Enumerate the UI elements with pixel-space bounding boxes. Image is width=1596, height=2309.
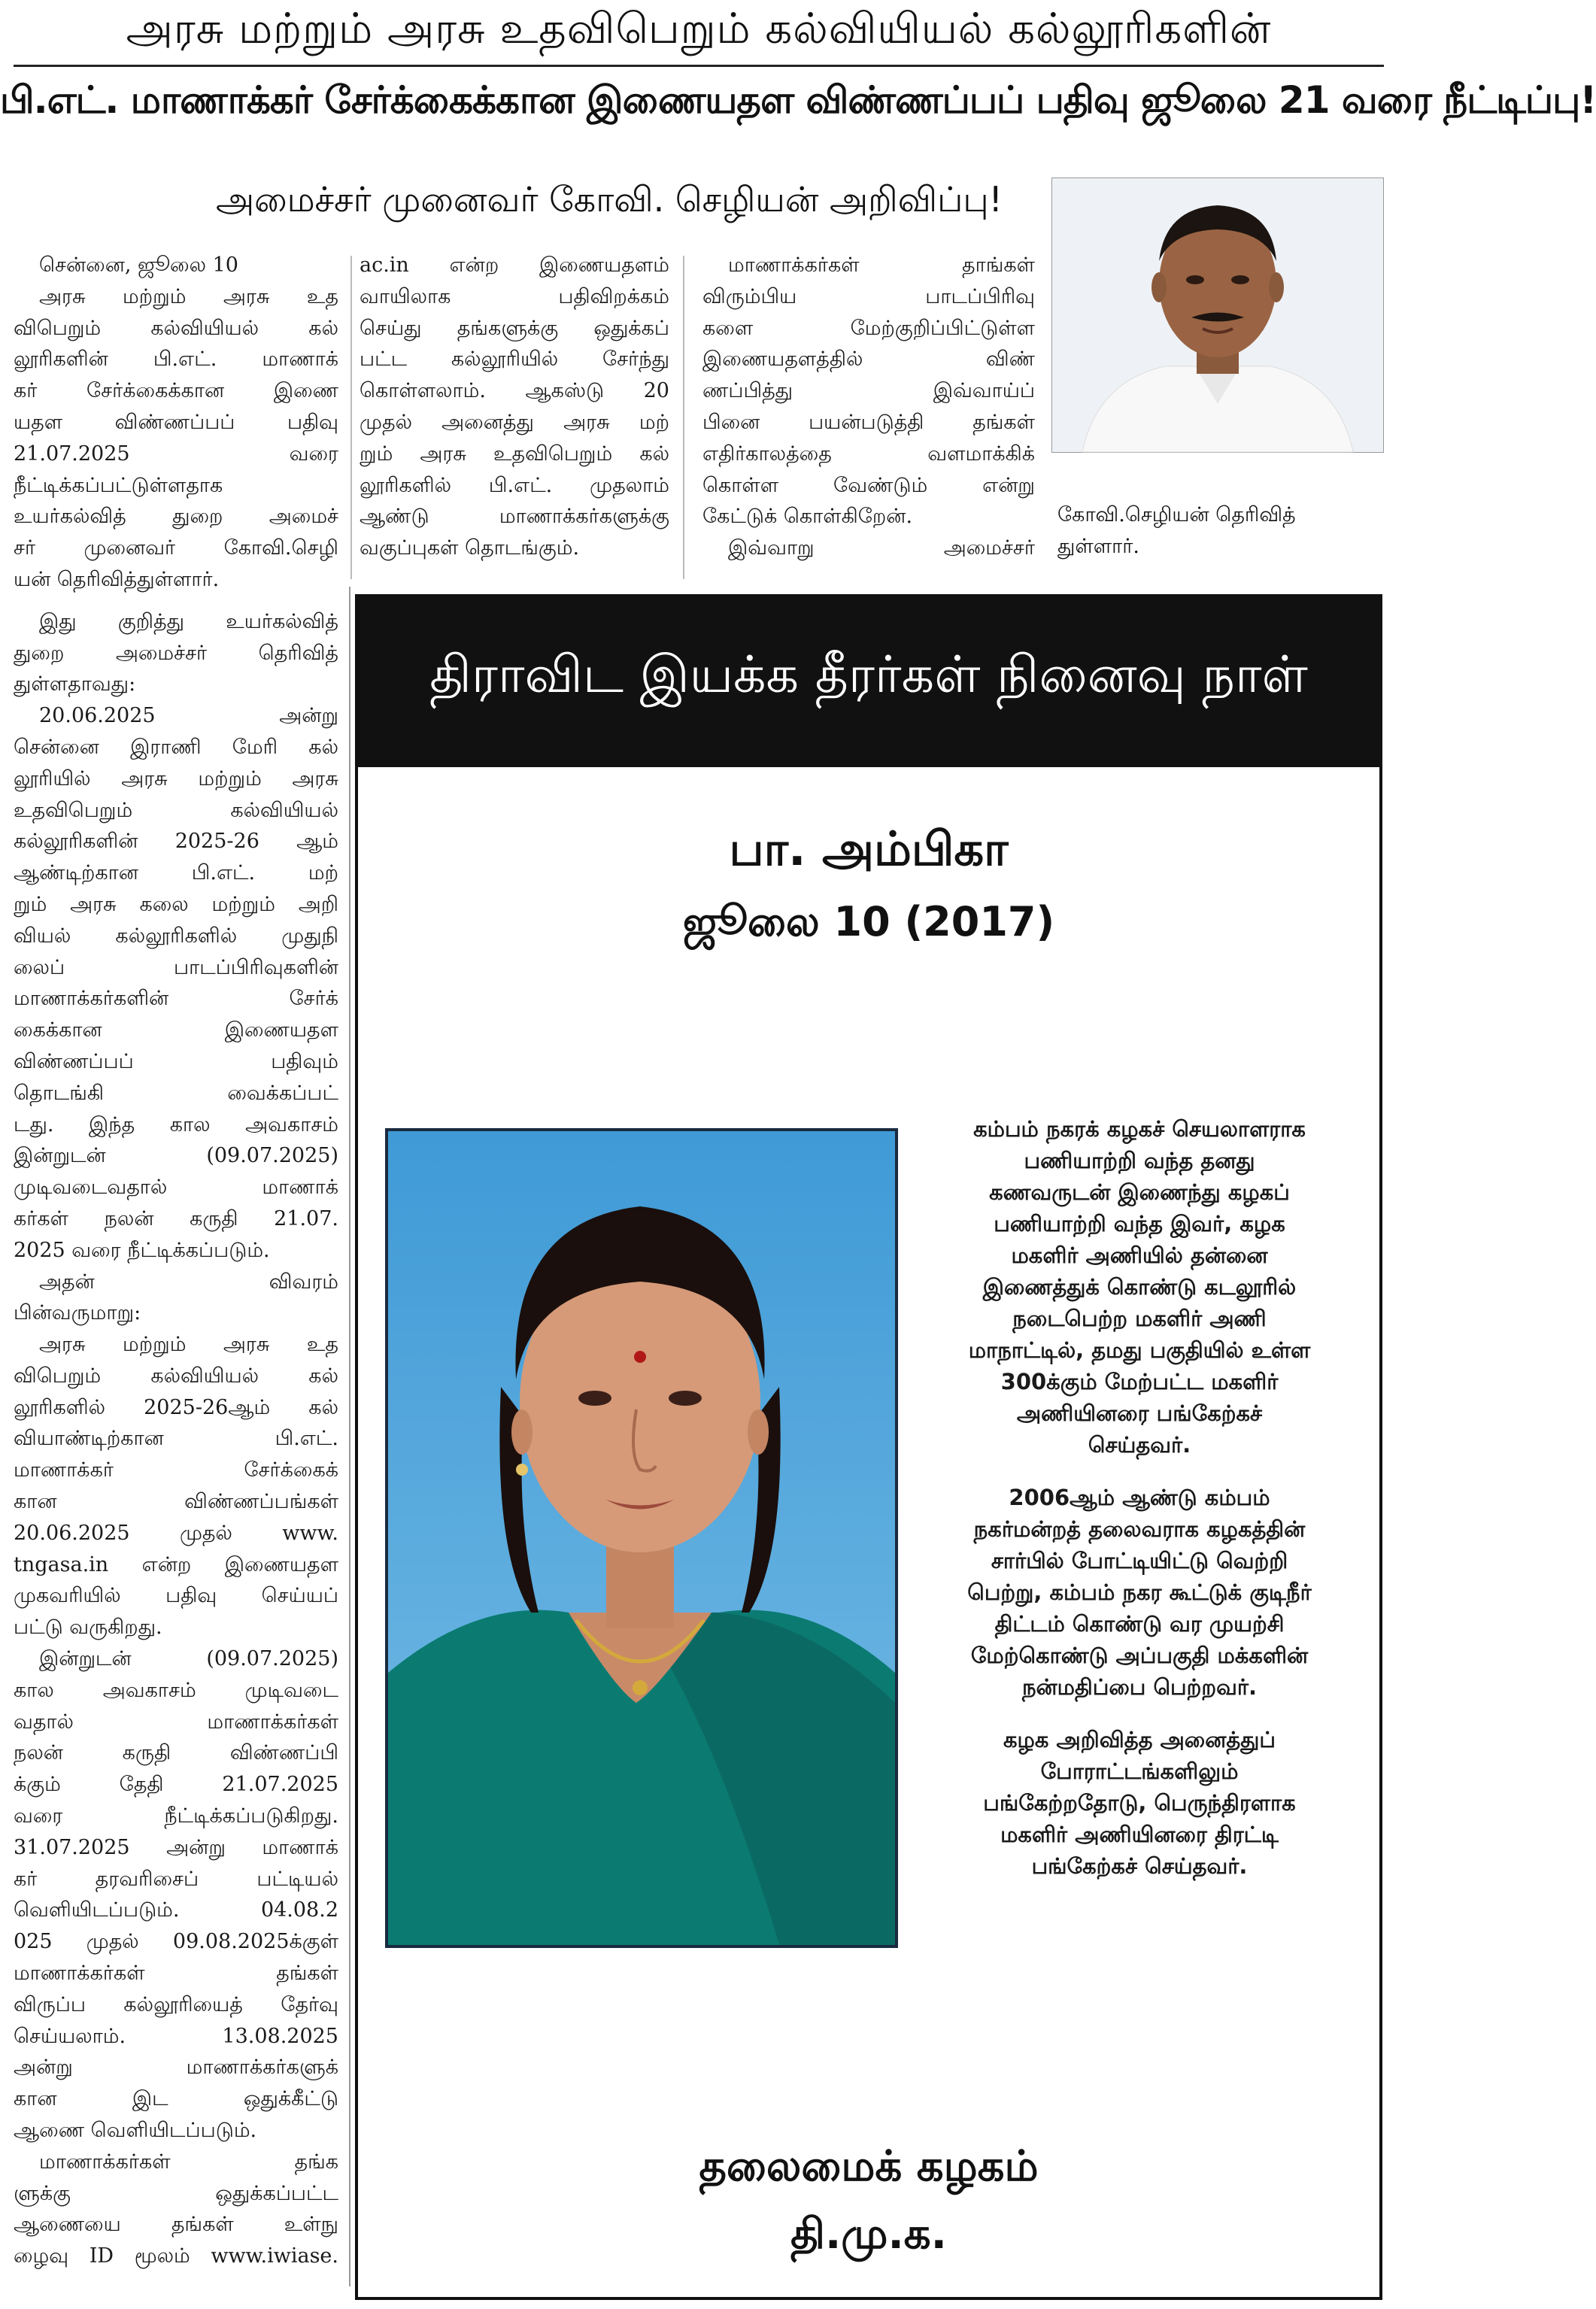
article-line: தொடங்கி வைக்கப்பட் bbox=[14, 1081, 338, 1105]
article-line: சென்னை, ஜூலை 10 bbox=[39, 253, 238, 277]
article-line: முடிவடைவதால் மாணாக் bbox=[14, 1176, 338, 1200]
article-line: துள்ளதாவது: bbox=[14, 672, 136, 696]
article-line: முதல் அனைத்து அரசு மற் bbox=[360, 410, 669, 434]
bio-line: பணியாற்றி வந்த இவர், கழக bbox=[994, 1211, 1285, 1236]
memorial-date: ஜூலை 10 (2017) bbox=[682, 898, 1055, 945]
article-line: முகவரியில் பதிவு செய்யப் bbox=[14, 1584, 338, 1608]
article-line: பட்டு வருகிறது. bbox=[14, 1616, 162, 1640]
article-line: வரை நீட்டிக்கப்படுகிறது. bbox=[14, 1804, 338, 1828]
article-line: இன்றுடன் (09.07.2025) bbox=[39, 1647, 338, 1671]
bio-line: அணியினரை பங்கேற்கச் bbox=[1016, 1400, 1263, 1426]
article-line: ளுக்கு ஒதுக்கப்பட்ட bbox=[14, 2181, 338, 2205]
article-line: ழைவு ID மூலம் www.iwiase. bbox=[14, 2244, 338, 2268]
bio-line: மாநாட்டில், தமது பகுதியில் உள்ள bbox=[968, 1337, 1311, 1363]
memorial-biography bbox=[918, 1113, 1361, 1903]
bio-paragraph bbox=[918, 1482, 1361, 1703]
article-line: இணையதளத்தில் விண் bbox=[702, 347, 1035, 372]
article-line: உயர்கல்வித் துறை அமைச் bbox=[14, 505, 338, 529]
article-line: கான விண்ணப்பங்கள் bbox=[14, 1490, 338, 1514]
article-line: பட்ட கல்லூரியில் சேர்ந்து bbox=[360, 347, 669, 372]
article-line: லூரிகளில் பி.எட். முதலாம் bbox=[360, 473, 669, 497]
bio-line: இணைத்துக் கொண்டு கடலூரில் bbox=[982, 1274, 1297, 1300]
article-line: ஆண்டு மாணாக்கர்களுக்கு bbox=[360, 505, 669, 529]
article-line: ஆணை வெளியிடப்படும். bbox=[14, 2119, 257, 2143]
article-line: செய்யலாம். 13.08.2025 bbox=[14, 2024, 338, 2048]
bio-line: சார்பில் போட்டியிட்டு வெற்றி bbox=[991, 1548, 1288, 1573]
article-line: கால அவகாசம் முடிவடை bbox=[14, 1678, 338, 1702]
minister-photo bbox=[1051, 177, 1384, 453]
bio-line: பெற்று, கம்பம் நகர கூட்டுக் குடிநீர் bbox=[967, 1579, 1312, 1605]
article-line: அதன் விவரம் bbox=[39, 1270, 338, 1294]
article-line: 025 முதல் 09.08.2025க்குள் bbox=[14, 1930, 338, 1954]
bio-line: நகர்மன்றத் தலைவராக கழகத்தின் bbox=[973, 1516, 1306, 1542]
article-line: கல்லூரிகளின் 2025-26 ஆம் bbox=[14, 830, 338, 854]
caption-line: துள்ளார். bbox=[1057, 534, 1139, 558]
article-line: ணப்பித்து இவ்வாய்ப் bbox=[702, 379, 1035, 403]
article-column-2 bbox=[360, 250, 669, 564]
article-line: கர்கள் நலன் கருதி 21.07. bbox=[14, 1206, 338, 1230]
bio-line: திட்டம் கொண்டு வர முயற்சி bbox=[994, 1611, 1285, 1637]
article-line: அரசு மற்றும் அரசு உத bbox=[39, 1333, 338, 1357]
memorial-person-name: பா. அம்பிகா bbox=[729, 821, 1009, 876]
article-line: பினை பயன்படுத்தி தங்கள் bbox=[702, 410, 1035, 434]
subheadline: அமைச்சர் முனைவர் கோவி. செழியன் அறிவிப்பு! bbox=[215, 179, 1003, 220]
bio-paragraph bbox=[918, 1724, 1361, 1882]
article-line: களை மேற்குறிப்பிட்டுள்ள bbox=[702, 316, 1035, 340]
bio-line: செய்தவர். bbox=[1088, 1432, 1191, 1458]
article-line: 20.06.2025 முதல் www. bbox=[14, 1521, 338, 1545]
article-line: டது. இந்த கால அவகாசம் bbox=[14, 1112, 338, 1136]
article-line: அரசு மற்றும் அரசு உத bbox=[39, 284, 338, 308]
article-line: லூரிகளில் 2025-26ஆம் கல் bbox=[14, 1395, 338, 1419]
article-line: விரும்பிய பாடப்பிரிவு bbox=[702, 284, 1035, 308]
article-line: மாணாக்கர்களின் சேர்க் bbox=[14, 987, 338, 1011]
article-column-3 bbox=[702, 250, 1035, 564]
memorial-banner-title: திராவிட இயக்க தீரர்கள் நினைவு நாள் bbox=[429, 645, 1308, 705]
article-line: அன்று மாணாக்கர்களுக் bbox=[14, 2056, 338, 2080]
article-line: விபெறும் கல்வியியல் கல் bbox=[14, 1364, 338, 1388]
article-line: இன்றுடன் (09.07.2025) bbox=[14, 1144, 338, 1168]
article-line: வதால் மாணாக்கர்கள் bbox=[14, 1710, 338, 1734]
article-line: கர் சேர்க்கைக்கான இணை bbox=[14, 379, 338, 403]
article-line: வகுப்புகள் தொடங்கும். bbox=[360, 536, 580, 560]
article-line: சென்னை இராணி மேரி கல் bbox=[14, 735, 338, 759]
bio-line: மேற்கொண்டு அப்பகுதி மக்களின் bbox=[970, 1643, 1309, 1668]
article-line: விபெறும் கல்வியியல் கல் bbox=[14, 316, 338, 340]
bio-line: மகளிர் அணியினரை திரட்டி bbox=[1000, 1822, 1279, 1847]
article-line: வாயிலாக பதிவிறக்கம் bbox=[360, 284, 669, 308]
article-line: 31.07.2025 அன்று மாணாக் bbox=[14, 1835, 338, 1859]
bio-line: பணியாற்றி வந்த தனது bbox=[1024, 1148, 1255, 1173]
article-line: 21.07.2025 வரை bbox=[14, 441, 338, 466]
bio-paragraph bbox=[918, 1113, 1361, 1461]
article-line: ஆணையை தங்கள் உள்நு bbox=[14, 2213, 338, 2237]
article-line: மாணாக்கர் சேர்க்கைக் bbox=[14, 1458, 338, 1482]
signature-party: தி.மு.க. bbox=[790, 2210, 947, 2259]
article-line: விண்ணப்பப் பதிவும் bbox=[14, 1049, 338, 1073]
article-line: ஆண்டிற்கான பி.எட். மற் bbox=[14, 861, 338, 885]
article-line: ac.in என்ற இணையதளம் bbox=[360, 253, 669, 277]
bio-line: பங்கேற்றதோடு, பெருந்திரளாக bbox=[983, 1790, 1296, 1816]
article-line: லூரிகளின் பி.எட். மாணாக் bbox=[14, 347, 338, 372]
bio-line: 2006ஆம் ஆண்டு கம்பம் bbox=[1009, 1485, 1270, 1510]
article-line: கொள்ள வேண்டும் என்று bbox=[702, 473, 1035, 497]
article-line: மாணாக்கர்கள் தங்க bbox=[39, 2150, 338, 2174]
article-line: tngasa.in என்ற இணையதள bbox=[14, 1552, 338, 1576]
article-line: மாணாக்கர்கள் தங்கள் bbox=[14, 1962, 338, 1986]
column-divider bbox=[349, 587, 350, 2286]
photo-caption bbox=[1057, 499, 1381, 563]
bio-line: கணவருடன் இணைந்து கழகப் bbox=[989, 1179, 1290, 1205]
article-line: நலன் கருதி விண்ணப்பி bbox=[14, 1741, 338, 1765]
signature-organization: தலைமைக் கழகம் bbox=[699, 2142, 1039, 2191]
article-line: நீட்டிக்கப்பட்டுள்ளதாக bbox=[14, 473, 223, 497]
bio-line: போராட்டங்களிலும் bbox=[1040, 1758, 1239, 1784]
bio-line: கழக அறிவித்த அனைத்துப் bbox=[1003, 1727, 1276, 1752]
article-line: இது குறித்து உயர்கல்வித் bbox=[39, 609, 338, 633]
article-line: செய்து தங்களுக்கு ஒதுக்கப் bbox=[360, 316, 669, 340]
article-line: கேட்டுக் கொள்கிறேன். bbox=[702, 505, 913, 529]
article-line: விருப்ப கல்லூரியைத் தேர்வு bbox=[14, 1992, 338, 2016]
header-rule bbox=[14, 65, 1384, 67]
bio-line: நடைபெற்ற மகளிர் அணி bbox=[1012, 1306, 1267, 1331]
article-line: றும் அரசு கலை மற்றும் அறி bbox=[14, 892, 338, 916]
column-divider bbox=[683, 256, 684, 579]
article-column-1 bbox=[14, 250, 338, 2272]
bio-line: 300க்கும் மேற்பட்ட மகளிர் bbox=[1000, 1369, 1279, 1394]
bio-line: மகளிர் அணியில் தன்னை bbox=[1011, 1242, 1268, 1268]
article-line: உதவிபெறும் கல்வியியல் bbox=[14, 798, 338, 822]
article-line: வியாண்டிற்கான பி.எட். bbox=[14, 1427, 338, 1451]
article-line: கொள்ளலாம். ஆகஸ்டு 20 bbox=[360, 379, 669, 403]
bio-line: பங்கேற்கச் செய்தவர். bbox=[1031, 1853, 1248, 1879]
headline-main: பி.எட். மாணாக்கர் சேர்க்கைக்கான இணையதள விண்ணப்பப் பதிவு ஜூலை 21 வரை நீட்டிப்பு! bbox=[0, 78, 1596, 122]
article-line: சர் முனைவர் கோவி.செழி bbox=[14, 536, 338, 560]
article-line: வியல் கல்லூரிகளில் முதுநி bbox=[14, 924, 338, 948]
article-line: றும் அரசு உதவிபெறும் கல் bbox=[360, 441, 669, 466]
article-line: கர் தரவரிசைப் பட்டியல் bbox=[14, 1867, 338, 1891]
article-line: இவ்வாறு அமைச்சர் bbox=[728, 536, 1035, 560]
article-line: லைப் பாடப்பிரிவுகளின் bbox=[14, 955, 338, 979]
article-line: துறை அமைச்சர் தெரிவித் bbox=[14, 641, 338, 665]
caption-line: கோவி.செழியன் தெரிவித் bbox=[1057, 503, 1296, 526]
headline-top: அரசு மற்றும் அரசு உதவிபெறும் கல்வியியல் கல்லூரிகளின் bbox=[126, 5, 1272, 53]
article-line: கைக்கான இணையதள bbox=[14, 1018, 338, 1042]
article-line: லூரியில் அரசு மற்றும் அரசு bbox=[14, 766, 338, 790]
article-line: யதள விண்ணப்பப் பதிவு bbox=[14, 410, 338, 434]
article-line: 2025 வரை நீட்டிக்கப்படும். bbox=[14, 1238, 270, 1262]
bio-line: நன்மதிப்பை பெற்றவர். bbox=[1021, 1674, 1258, 1700]
article-line: எதிர்காலத்தை வளமாக்கிக் bbox=[702, 441, 1035, 466]
article-line: வெளியிடப்படும். 04.08.2 bbox=[14, 1898, 338, 1922]
column-divider bbox=[350, 256, 352, 579]
article-line: கான இட ஒதுக்கீட்டு bbox=[14, 2087, 338, 2111]
memorial-portrait bbox=[385, 1128, 898, 1948]
article-line: க்கும் தேதி 21.07.2025 bbox=[14, 1773, 338, 1797]
article-line: பின்வருமாறு: bbox=[14, 1301, 141, 1325]
bio-line: கம்பம் நகரக் கழகச் செயலாளராக bbox=[973, 1116, 1306, 1142]
article-line: 20.06.2025 அன்று bbox=[39, 704, 338, 728]
article-line: மாணாக்கர்கள் தாங்கள் bbox=[728, 253, 1035, 277]
article-line: யன் தெரிவித்துள்ளார். bbox=[14, 567, 220, 591]
